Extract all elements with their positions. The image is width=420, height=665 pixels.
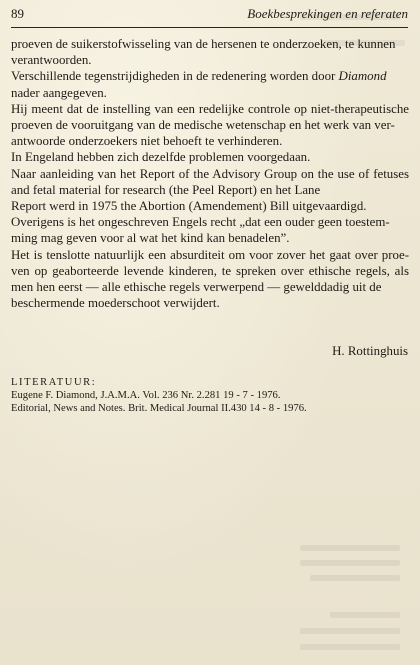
text-line: fetuses and fetal material for research (the Peel Report) en het Lane — [11, 166, 409, 197]
reference-item: Editorial, News and Notes. Brit. Medical Journal II.430 14 - 8 - 1976. — [11, 402, 307, 414]
author-name-italic: Diamond — [338, 69, 387, 84]
text-line: verantwoorden. — [11, 53, 92, 68]
text-line: proeven de vooruitgang van de medische wetenschap en het werk van ver- — [11, 118, 395, 133]
show-through-mark — [300, 560, 400, 566]
text-line: ming mag geven voor al wat het kind kan benadelen”. — [11, 231, 290, 246]
review-body — [11, 36, 409, 311]
text-line: ven op geaborteerde levende kinderen, te spreken over ethische regels, als — [11, 263, 409, 278]
show-through-mark — [310, 575, 400, 581]
paragraph — [11, 166, 409, 215]
show-through-mark — [330, 612, 400, 618]
reviewer-signature: H. Rottinghuis — [332, 344, 408, 358]
text-line: Hij meent dat de instelling van een redelijke controle op niet-therapeutische — [11, 101, 409, 116]
text-line: Report werd in 1975 the Abortion (Amendement) Bill uitgevaardigd. — [11, 199, 367, 214]
paragraph — [11, 149, 409, 165]
text-line: Overigens is het ongeschreven Engels recht „dat een ouder geen toestem- — [11, 215, 390, 230]
show-through-mark — [300, 628, 400, 634]
paragraph — [11, 36, 409, 68]
text-line: proeven de suikerstofwisseling van de hersenen te onderzoeken, te kunnen — [11, 37, 396, 51]
paragraph — [11, 214, 409, 246]
header-rule — [11, 27, 408, 28]
show-through-mark — [300, 644, 400, 650]
text-line: Verschillende tegenstrijdigheden in de redenering worden door — [11, 69, 339, 84]
reference-item: Eugene F. Diamond, J.A.M.A. Vol. 236 Nr. 2.281 19 - 7 - 1976. — [11, 390, 281, 401]
text-line: antwoorde onderzoekers niet behoeft te verhinderen. — [11, 134, 283, 149]
paragraph — [11, 247, 409, 312]
text-line: beschermende moederschoot verwijdert. — [11, 296, 220, 311]
running-title: Boekbesprekingen en referaten — [247, 6, 408, 21]
literature-heading: LITERATUUR: — [11, 377, 97, 388]
text-line: In Engeland hebben zich dezelfde problemen voorgedaan. — [11, 150, 311, 165]
paragraph — [11, 68, 409, 100]
text-line: nader aangegeven. — [11, 85, 107, 100]
show-through-mark — [300, 545, 400, 551]
page-number: 89 — [11, 6, 24, 21]
reference-list — [11, 390, 307, 416]
text-line: Naar aanleiding van het Report of the Advisory Group on the use of — [11, 166, 370, 181]
paragraph — [11, 101, 409, 150]
text-line: men hen eerst — alle ethische regels verwerpend — gewelddadig uit de — [11, 280, 382, 295]
text-line: Het is tenslotte natuurlijk een absurditeit om voor zover het gaat over proe- — [11, 247, 409, 262]
